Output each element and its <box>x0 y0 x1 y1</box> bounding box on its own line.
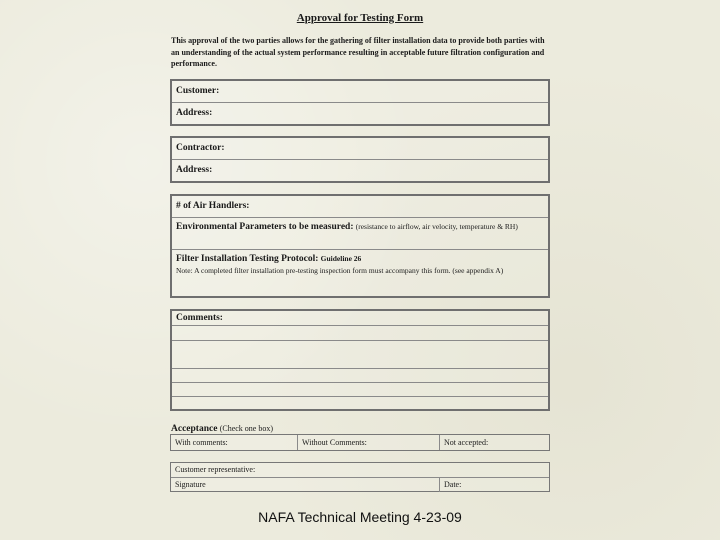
customer-representative-label: Customer representative: <box>175 465 256 474</box>
customer-address-field[interactable] <box>172 103 548 124</box>
acceptance-hint: (Check one box) <box>219 424 274 433</box>
option-without-comments-label: Without Comments: <box>302 438 367 447</box>
comment-line[interactable] <box>172 383 548 397</box>
comment-line[interactable] <box>172 397 548 409</box>
testing-protocol-field[interactable] <box>172 250 548 296</box>
air-handlers-field[interactable] <box>172 196 548 218</box>
comment-line[interactable] <box>172 369 548 383</box>
environmental-parameters-label: Environmental Parameters to be measured: <box>176 222 354 232</box>
customer-field[interactable] <box>172 81 548 103</box>
contractor-section <box>170 136 550 183</box>
acceptance-options <box>170 434 550 451</box>
customer-representative-field[interactable] <box>171 463 549 478</box>
comments-section <box>170 309 550 411</box>
signature-label: Signature <box>175 480 206 489</box>
option-without-comments[interactable] <box>297 435 439 450</box>
air-handlers-label: # of Air Handlers: <box>176 201 250 211</box>
environmental-parameters-field[interactable] <box>172 218 548 250</box>
option-not-accepted[interactable] <box>439 435 549 450</box>
customer-address-label: Address: <box>176 108 213 118</box>
form-title: Approval for Testing Form <box>296 12 424 24</box>
parameters-section <box>170 194 550 298</box>
contractor-field[interactable] <box>172 138 548 160</box>
testing-protocol-value: Guideline 26 <box>320 254 362 263</box>
date-field[interactable] <box>439 478 549 492</box>
environmental-parameters-note: (resistance to airflow, air velocity, temperature & RH) <box>355 222 518 231</box>
signature-section <box>170 462 550 492</box>
comment-line[interactable] <box>172 326 548 341</box>
acceptance-heading <box>171 423 273 434</box>
signature-row <box>171 478 549 492</box>
testing-protocol-note: Note: A completed filter installation pre-testing inspection form must accompany this form. (see appendix A) <box>176 266 504 275</box>
contractor-label: Contractor: <box>176 143 225 153</box>
footer-caption: NAFA Technical Meeting 4-23-09 <box>258 509 462 525</box>
option-not-accepted-label: Not accepted: <box>444 438 489 447</box>
form-intro: This approval of the two parties allows for the gathering of filter installation data to provide both parties with an understanding of the actual system performance resulting in acceptable future filtration configuration and performance. <box>171 36 545 68</box>
date-label: Date: <box>444 480 462 489</box>
signature-field[interactable] <box>171 478 439 492</box>
acceptance-label: Acceptance <box>171 424 218 434</box>
option-with-comments-label: With comments: <box>175 438 228 447</box>
contractor-address-field[interactable] <box>172 160 548 181</box>
testing-protocol-label: Filter Installation Testing Protocol: <box>176 254 319 264</box>
customer-label: Customer: <box>176 86 220 96</box>
customer-section <box>170 79 550 126</box>
contractor-address-label: Address: <box>176 165 213 175</box>
comments-header <box>172 311 548 326</box>
comment-line[interactable] <box>172 341 548 369</box>
comments-label: Comments: <box>176 313 223 323</box>
option-with-comments[interactable] <box>171 435 297 450</box>
